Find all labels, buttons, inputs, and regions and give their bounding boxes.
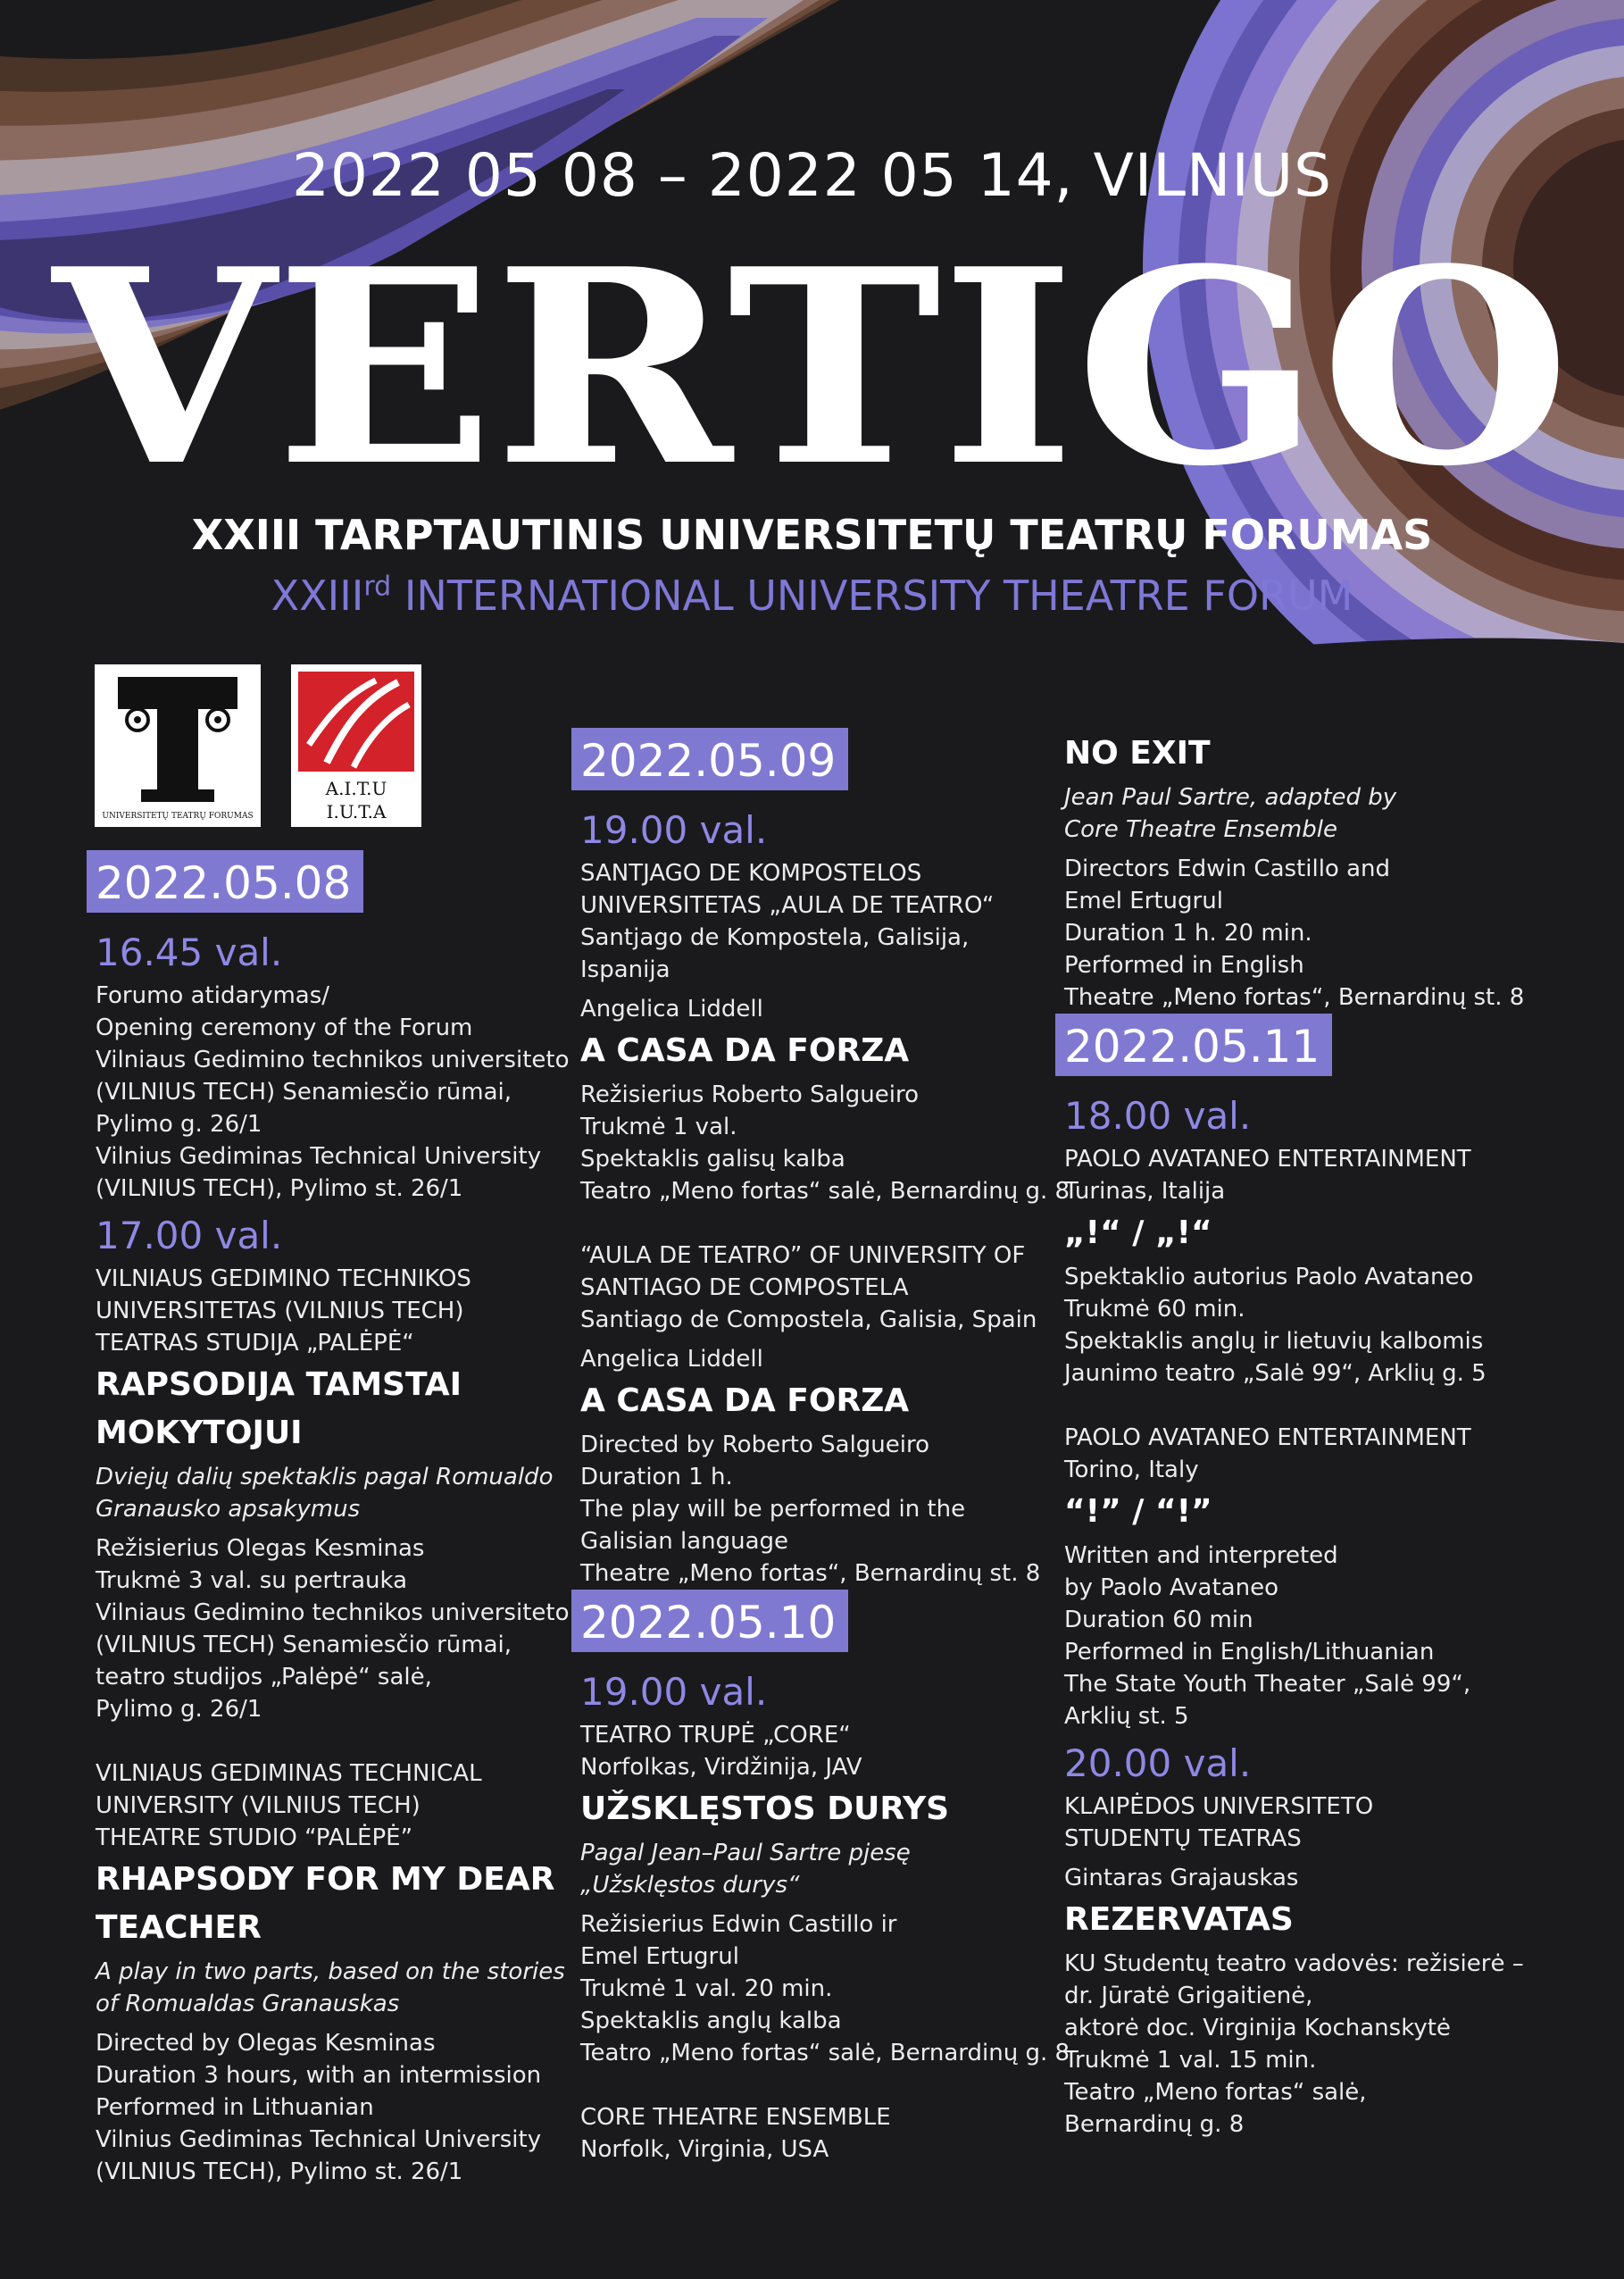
description-line: Pagal Jean–Paul Sartre pjesę <box>580 1840 911 1866</box>
text-line: Emel Ertugrul <box>580 1943 739 1970</box>
text-line: Pylimo g. 26/1 <box>96 1696 262 1723</box>
time-label: 19.00 val. <box>580 1670 768 1714</box>
text-line: THEATRE STUDIO “PALĖPĖ” <box>96 1824 413 1851</box>
text-line: Trukmė 1 val. 15 min. <box>1064 2047 1317 2074</box>
text-line: Santjago de Kompostela, Galisija, <box>580 924 970 951</box>
text-line: Trukmė 60 min. <box>1064 1296 1245 1323</box>
time-label: 20.00 val. <box>1064 1741 1252 1785</box>
text-line: Režisierius Roberto Salgueiro <box>580 1081 919 1108</box>
time-label: 18.00 val. <box>1064 1094 1252 1138</box>
text-line: Opening ceremony of the Forum <box>96 1014 473 1041</box>
text-line: Turinas, Italija <box>1064 1178 1226 1205</box>
schedule-column-2 <box>580 728 1070 2166</box>
description-line: Dviejų dalių spektaklis pagal Romualdo <box>96 1464 554 1490</box>
text-line: Performed in English/Lithuanian <box>1064 1639 1435 1665</box>
spacer <box>580 1336 1054 1343</box>
spacer <box>96 1525 578 1532</box>
date-row <box>580 1590 1054 1661</box>
spacer <box>580 2069 1054 2101</box>
description-line: Jean Paul Sartre, adapted by <box>1064 784 1397 811</box>
text-line: KU Studentų teatro vadovės: režisierė – <box>1064 1950 1524 1977</box>
schedule-column-1 <box>96 850 578 2188</box>
spacer <box>1064 1390 1600 1422</box>
text-line: SANTJAGO DE KOMPOSTELOS <box>580 860 922 887</box>
text-line: aktorė doc. Virginija Kochanskytė <box>1064 2015 1451 2041</box>
spacer <box>1064 1855 1600 1862</box>
performance-title: REZERVATAS <box>1064 1901 1294 1938</box>
performance-title: TEACHER <box>96 1909 262 1946</box>
time-label: 16.45 val. <box>96 931 283 974</box>
text-line: KLAIPĖDOS UNIVERSITETO <box>1064 1793 1374 1820</box>
text-line: (VILNIUS TECH), Pylimo st. 26/1 <box>96 1175 463 1202</box>
text-line: Jaunimo teatro „Salė 99“, Arklių g. 5 <box>1064 1360 1487 1387</box>
text-line: PAOLO AVATANEO ENTERTAINMENT <box>1064 1146 1471 1173</box>
date-badge: 2022.05.09 <box>571 728 848 790</box>
text-line: teatro studijos „Palėpė“ salė, <box>96 1664 432 1690</box>
text-line: “AULA DE TEATRO” OF UNIVERSITY OF <box>580 1242 1026 1269</box>
text-line: Duration 60 min <box>1064 1607 1253 1633</box>
text-line: Spektaklis anglų kalba <box>580 2008 842 2034</box>
text-line: Spektaklio autorius Paolo Avataneo <box>1064 1264 1474 1290</box>
text-line: Bernardinų g. 8 <box>1064 2111 1245 2138</box>
text-line: Duration 1 h. 20 min. <box>1064 920 1312 947</box>
text-line: CORE THEATRE ENSEMBLE <box>580 2104 891 2131</box>
text-line: Directors Edwin Castillo and <box>1064 856 1391 882</box>
performance-title: A CASA DA FORZA <box>580 1382 910 1419</box>
spacer <box>580 1901 1054 1908</box>
text-line: dr. Jūratė Grigaitienė, <box>1064 1983 1313 2009</box>
text-line: Vilniaus Gedimino technikos universiteto <box>96 1599 570 1626</box>
text-line: (VILNIUS TECH), Pylimo st. 26/1 <box>96 2158 463 2185</box>
text-line: Performed in Lithuanian <box>96 2094 374 2121</box>
text-line: Arklių st. 5 <box>1064 1703 1189 1730</box>
schedule-column-3 <box>1064 728 1600 2141</box>
date-badge: 2022.05.11 <box>1055 1014 1332 1076</box>
text-line: Duration 3 hours, with an intermission <box>96 2062 542 2089</box>
text-line: Angelica Liddell <box>580 1346 763 1373</box>
text-line: Emel Ertugrul <box>1064 888 1223 914</box>
text-line: Režisierius Edwin Castillo ir <box>580 1911 897 1938</box>
svg-text:UNIVERSITETŲ TEATRŲ FORUMAS: UNIVERSITETŲ TEATRŲ FORUMAS <box>102 812 254 821</box>
text-line: Angelica Liddell <box>580 996 763 1023</box>
text-line: Theatre „Meno fortas“, Bernardinų st. 8 <box>580 1560 1041 1587</box>
text-line: Vilnius Gediminas Technical University <box>96 2126 542 2153</box>
text-line: Vilniaus Gedimino technikos universiteto <box>96 1047 570 1073</box>
performance-title: MOKYTOJUI <box>96 1415 303 1451</box>
date-row <box>580 728 1054 799</box>
spacer <box>96 2020 578 2027</box>
date-badge: 2022.05.10 <box>571 1590 848 1652</box>
text-line: The State Youth Theater „Salė 99“, <box>1064 1671 1471 1698</box>
text-line: Režisierius Olegas Kesminas <box>96 1535 425 1562</box>
text-line: Duration 1 h. <box>580 1464 733 1490</box>
festival-dates: 2022 05 08 – 2022 05 14, VILNIUS <box>291 141 1333 210</box>
text-line: PAOLO AVATANEO ENTERTAINMENT <box>1064 1424 1471 1451</box>
description-line: Core Theatre Ensemble <box>1064 816 1337 843</box>
text-line: Spektaklis galisų kalba <box>580 1146 845 1173</box>
text-line: Directed by Roberto Salgueiro <box>580 1432 930 1458</box>
performance-title: “!” / “!” <box>1064 1493 1212 1530</box>
description-line: „Užsklęstos durys“ <box>580 1872 800 1899</box>
spacer <box>580 1207 1054 1240</box>
text-line: TEATRAS STUDIJA „PALĖPĖ“ <box>96 1330 414 1357</box>
text-line: Directed by Olegas Kesminas <box>96 2030 436 2057</box>
svg-text:I.U.T.A: I.U.T.A <box>326 801 387 822</box>
text-line: VILNIAUS GEDIMINAS TECHNICAL <box>96 1760 482 1787</box>
performance-title: RHAPSODY FOR MY DEAR <box>96 1861 555 1898</box>
text-line: (VILNIUS TECH) Senamiesčio rūmai, <box>96 1632 512 1658</box>
date-row <box>96 850 578 922</box>
performance-title: „!“ / „!“ <box>1064 1215 1212 1251</box>
text-line: Forumo atidarymas/ <box>96 982 330 1009</box>
text-line: Teatro „Meno fortas“ salė, Bernardinų g. 8 <box>580 1178 1070 1205</box>
text-line: Torino, Italy <box>1064 1457 1199 1483</box>
spacer <box>1064 846 1600 853</box>
svg-text:A.I.T.U: A.I.T.U <box>325 778 387 799</box>
description-line: of Romualdas Granauskas <box>96 1991 400 2017</box>
subtitle-english: XXIIIrd INTERNATIONAL UNIVERSITY THEATRE FORUM <box>271 571 1353 620</box>
text-line: Trukmė 3 val. su pertrauka <box>96 1567 408 1594</box>
text-line: Teatro „Meno fortas“ salė, Bernardinų g. 8 <box>580 2040 1070 2066</box>
time-label: 19.00 val. <box>580 808 768 852</box>
text-line: Teatro „Meno fortas“ salė, <box>1064 2079 1367 2106</box>
spacer <box>580 986 1054 993</box>
text-line: Gintaras Grajauskas <box>1064 1865 1299 1891</box>
aitu-logo <box>291 664 421 827</box>
text-line: Trukmė 1 val. <box>580 1114 737 1140</box>
text-line: VILNIAUS GEDIMINO TECHNIKOS <box>96 1265 471 1292</box>
svg-text:VERTIGO: VERTIGO <box>47 228 1570 487</box>
text-line: Santiago de Compostela, Galisia, Spain <box>580 1306 1037 1333</box>
text-line: Galisian language <box>580 1528 789 1555</box>
text-line: TEATRO TRUPĖ „CORE“ <box>580 1722 851 1749</box>
text-line: Vilnius Gediminas Technical University <box>96 1143 542 1170</box>
description-line: A play in two parts, based on the stories <box>96 1958 565 1985</box>
text-line: Theatre „Meno fortas“, Bernardinų st. 8 <box>1064 984 1525 1011</box>
text-line: (VILNIUS TECH) Senamiesčio rūmai, <box>96 1079 512 1106</box>
performance-title: UŽSKLĘSTOS DURYS <box>580 1791 950 1827</box>
festival-title <box>0 228 1624 487</box>
text-line: by Paolo Avataneo <box>1064 1574 1278 1601</box>
performance-title: RAPSODIJA TAMSTAI <box>96 1366 462 1403</box>
spacer <box>96 1725 578 1757</box>
text-line: Pylimo g. 26/1 <box>96 1111 262 1138</box>
text-line: SANTIAGO DE COMPOSTELA <box>580 1274 909 1301</box>
text-line: Ispanija <box>580 956 670 983</box>
subtitle-lithuanian: XXIII TARPTAUTINIS UNIVERSITETŲ TEATRŲ FORUMAS <box>191 511 1433 559</box>
performance-title: A CASA DA FORZA <box>580 1032 910 1069</box>
text-line: Performed in English <box>1064 952 1304 979</box>
text-line: UNIVERSITETAS „AULA DE TEATRO“ <box>580 892 995 919</box>
text-line: Written and interpreted <box>1064 1542 1338 1569</box>
performance-title: NO EXIT <box>1064 735 1211 772</box>
text-line: STUDENTŲ TEATRAS <box>1064 1825 1302 1852</box>
date-row <box>1064 1014 1600 1085</box>
forum-logo <box>95 664 261 827</box>
date-badge: 2022.05.08 <box>87 850 363 913</box>
text-line: Norfolkas, Virdžinija, JAV <box>580 1754 862 1781</box>
text-line: Trukmė 1 val. 20 min. <box>580 1975 833 2002</box>
text-line: The play will be performed in the <box>580 1496 966 1523</box>
text-line: Spektaklis anglų ir lietuvių kalbomis <box>1064 1328 1484 1355</box>
text-line: UNIVERSITETAS (VILNIUS TECH) <box>96 1298 464 1324</box>
text-line: Norfolk, Virginia, USA <box>580 2136 829 2163</box>
description-line: Granausko apsakymus <box>96 1496 361 1523</box>
time-label: 17.00 val. <box>96 1214 283 1257</box>
text-line: UNIVERSITY (VILNIUS TECH) <box>96 1792 421 1819</box>
